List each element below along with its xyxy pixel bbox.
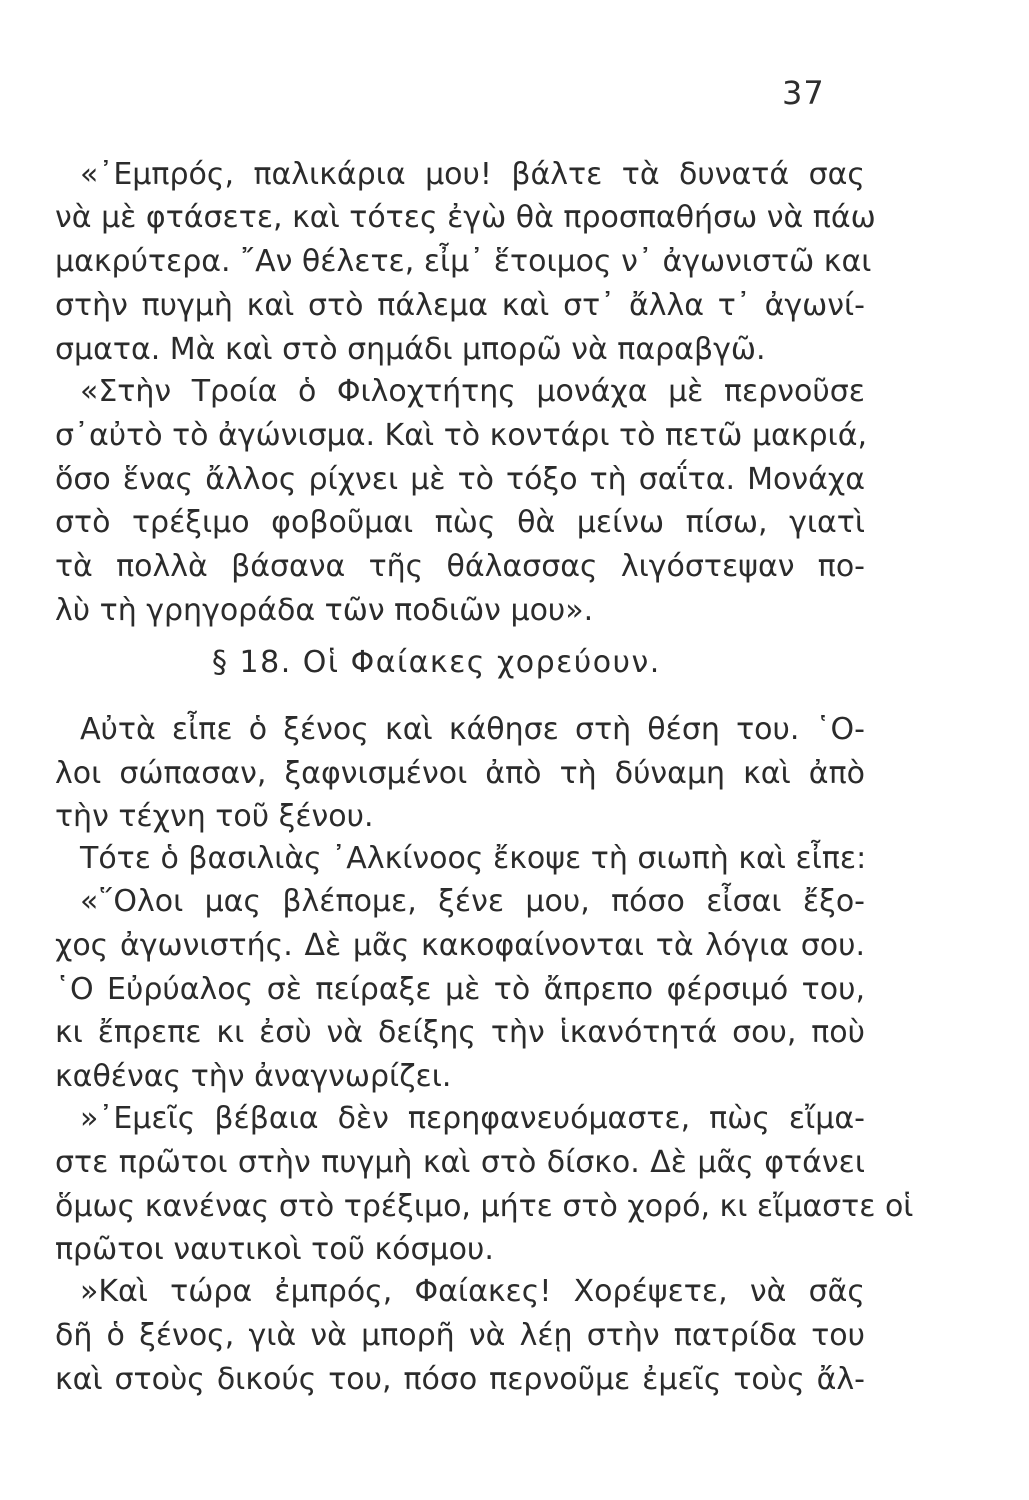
text-line: σ᾿αὐτὸ τὸ ἀγώνισμα. Καὶ τὸ κοντάρι τὸ πετῶ μακριά, xyxy=(55,418,868,453)
text-line: πρῶτοι ναυτικοὶ τοῦ κόσμου. xyxy=(55,1232,494,1267)
text-line: ῾Ο Εὐρύαλος σὲ πείραξε μὲ τὸ ἄπρεπο φέρσιμό του, xyxy=(55,972,865,1007)
text-line: «Στὴν Τροία ὁ Φιλοχτήτης μονάχα μὲ περνοῦσε xyxy=(80,374,865,409)
text-line: χος ἀγωνιστής. Δὲ μᾶς κακοφαίνονται τὰ λόγια σου. xyxy=(55,928,865,963)
text-line: δῆ ὁ ξένος, γιὰ νὰ μπορῆ νὰ λέῃ στὴν πατρίδα του xyxy=(55,1318,865,1353)
text-line: καὶ στοὺς δικούς του, πόσο περνοῦμε ἐμεῖς τοὺς ἄλ- xyxy=(55,1362,865,1397)
text-line: Τότε ὁ βασιλιὰς ᾿Αλκίνοος ἔκοψε τὴ σιωπὴ καὶ εἶπε: xyxy=(80,841,867,876)
text-line: στε πρῶτοι στὴν πυγμὴ καὶ στὸ δίσκο. Δὲ μᾶς φτάνει xyxy=(55,1145,865,1180)
text-line: λὺ τὴ γρηγοράδα τῶν ποδιῶν μου». xyxy=(55,593,594,628)
text-line: ὅσο ἕνας ἄλλος ρίχνει μὲ τὸ τόξο τὴ σαΐτα. Μονάχα xyxy=(55,462,865,497)
text-line: »Καὶ τώρα ἐμπρός, Φαίακες! Χορέψετε, νὰ σᾶς xyxy=(80,1274,865,1309)
text-line: λοι σώπασαν, ξαφνισμένοι ἀπὸ τὴ δύναμη καὶ ἀπὸ xyxy=(55,756,865,791)
page-number: 37 xyxy=(782,74,825,112)
text-line: νὰ μὲ φτάσετε, καὶ τότες ἐγὼ θὰ προσπαθήσω νὰ πάω xyxy=(55,200,876,235)
text-line: «᾿Εμπρός, παλικάρια μου! βάλτε τὰ δυνατά σας xyxy=(80,157,865,192)
text-line: σματα. Μὰ καὶ στὸ σημάδι μπορῶ νὰ παραβγῶ. xyxy=(55,332,766,367)
text-line: τὰ πολλὰ βάσανα τῆς θάλασσας λιγόστεψαν πο- xyxy=(55,549,865,584)
text-line: κι ἔπρεπε κι ἐσὺ νὰ δείξης τὴν ἱκανότητά σου, ποὺ xyxy=(55,1015,865,1050)
section-heading: § 18. Οἱ Φαίακες χορεύουν. xyxy=(212,645,661,680)
text-line: καθένας τὴν ἀναγνωρίζει. xyxy=(55,1059,452,1094)
text-line: ὅμως κανένας στὸ τρέξιμο, μήτε στὸ χορό, κι εἴμαστε οἱ xyxy=(55,1189,914,1224)
text-line: τὴν τέχνη τοῦ ξένου. xyxy=(55,799,374,834)
text-line: »᾿Εμεῖς βέβαια δὲν περηφανευόμαστε, πὼς εἴμα- xyxy=(80,1101,865,1136)
text-line: μακρύτερα. ῎Αν θέλετε, εἶμ᾿ ἕτοιμος ν᾿ ἀγωνιστῶ και xyxy=(55,244,872,279)
text-line: «῞Ολοι μας βλέπομε, ξένε μου, πόσο εἶσαι ἔξο- xyxy=(80,884,865,919)
text-line: Αὐτὰ εἶπε ὁ ξένος καὶ κάθησε στὴ θέση του. ῾Ο- xyxy=(80,712,865,747)
text-line: στὸ τρέξιμο φοβοῦμαι πὼς θὰ μείνω πίσω, γιατὶ xyxy=(55,505,865,540)
text-line: στὴν πυγμὴ καὶ στὸ πάλεμα καὶ στ᾿ ἄλλα τ᾿ ἀγωνί- xyxy=(55,288,865,323)
